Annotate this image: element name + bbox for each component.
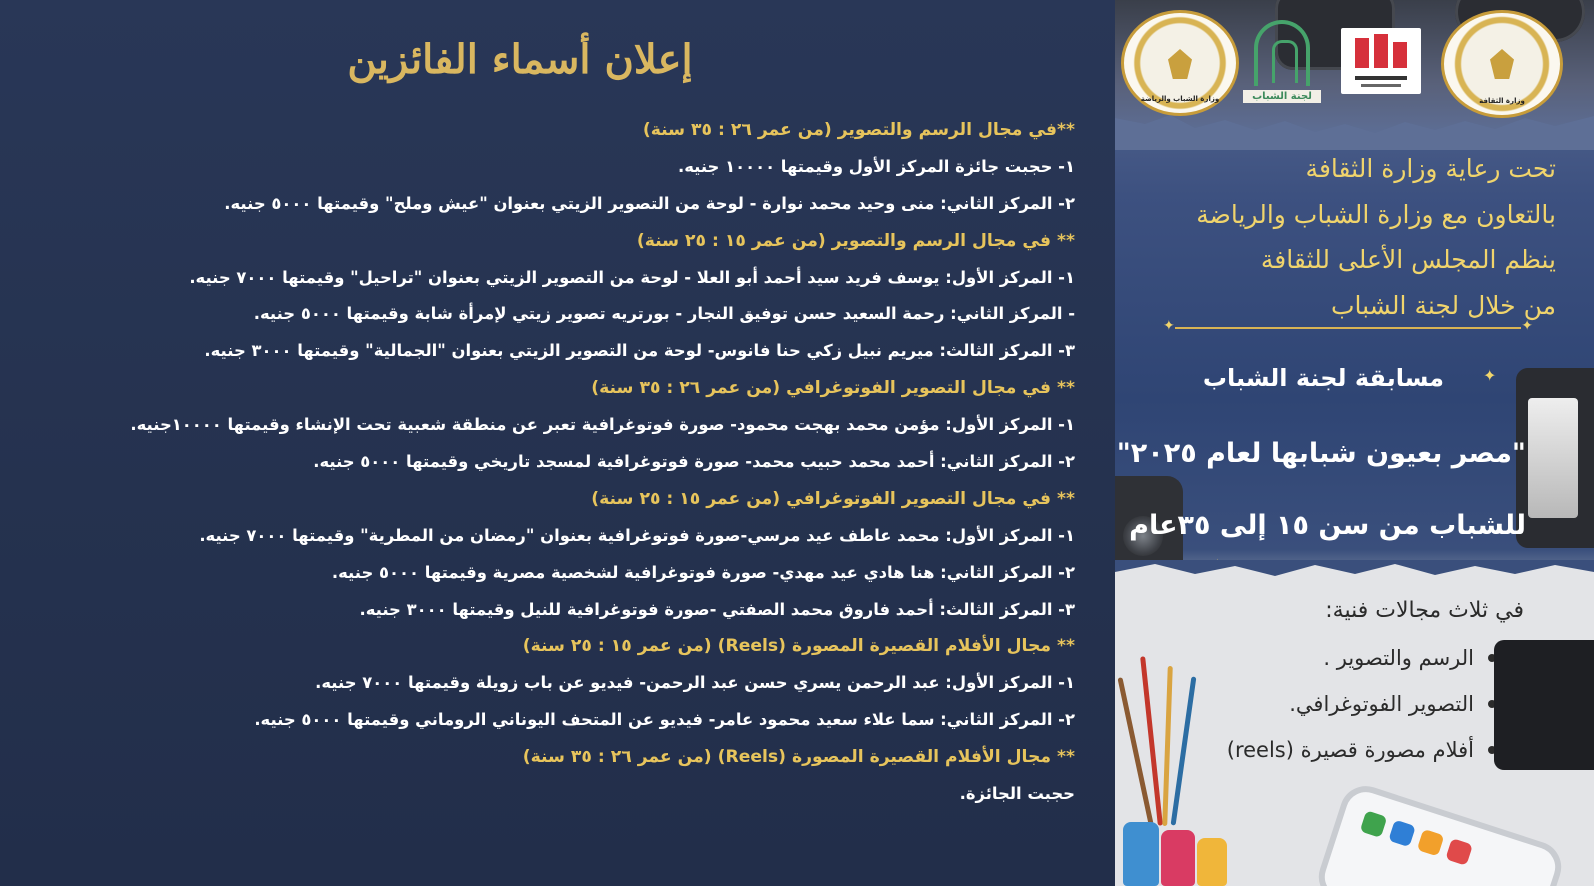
event-logo-mark [1341, 28, 1421, 94]
winner-entry: ٢- المركز الثاني: هنا هادي عيد مهدي- صورة فوتوغرافية لشخصية مصرية وقيمتها ٥٠٠٠ جنيه. [331, 562, 1075, 582]
winner-entry: ١- حجبت جائزة المركز الأول وقيمتها ١٠٠٠٠ جنيه. [677, 156, 1075, 176]
youth-ministry-logo [1121, 10, 1239, 116]
star-icon: ✦ [1521, 318, 1533, 334]
competition-title: مسابقة لجنة الشباب [1202, 364, 1444, 392]
winner-entry: ١- المركز الأول: محمد عاطف عيد مرسي-صورة فوتوغرافية بعنوان "رمضان من المطرية" وقيمتها ٧٠٠٠ جنيه. [199, 525, 1075, 545]
category-heading: ** في مجال التصوير الفوتوغرافي (من عمر ١٥ : ٢٥ سنة) [591, 488, 1075, 509]
gold-divider [1163, 318, 1533, 334]
sponsor-statement [1136, 146, 1556, 328]
category-heading: ** في مجال التصوير الفوتوغرافي (من عمر ٢٦ : ٣٥ سنة) [591, 378, 1075, 399]
paper-torn-edge [1115, 560, 1594, 590]
winner-entry: ٢- المركز الثاني: أحمد محمد حبيب محمد- صورة فوتوغرافية لمسجد تاريخي وقيمتها ٥٠٠٠ جنيه. [313, 452, 1075, 472]
category-heading: ** في مجال الرسم والتصوير (من عمر ١٥ : ٢٥ سنة) [636, 230, 1075, 251]
competition-slogan: "مصر بعيون شبابها لعام ٢٠٢٥" [1116, 438, 1526, 469]
divider-line [1175, 327, 1521, 329]
category-heading: ** مجال الأفلام القصيرة المصورة (Reels) (من عمر ١٥ : ٢٥ سنة) [522, 636, 1075, 657]
sponsor-line: من خلال لجنة الشباب [1330, 290, 1556, 320]
age-range: للشباب من سن ١٥ إلى ٣٥عام [1129, 510, 1526, 541]
culture-ministry-logo-text: وزارة الثقافة [1479, 97, 1525, 105]
winner-entry: ٢- المركز الثاني: منى وحيد محمد نوارة - لوحة من التصوير الزيتي بعنوان "عيش وملح" وقيمتها ٥٠٠٠ جنيه. [224, 193, 1075, 213]
paint-brushes-decoration [1115, 670, 1255, 886]
sparkle-icon: ✦ [1483, 366, 1497, 385]
field-item: أفلام مصورة قصيرة (reels) [1226, 738, 1474, 762]
sponsor-line: ينظم المجلس الأعلى للثقافة [1260, 245, 1556, 274]
winner-entry: - المركز الثاني: رحمة السعيد حسن توفيق النجار - بورتريه تصوير زيتي لإمرأة شابة وقيمتها ٥٠٠٠ جنيه. [253, 304, 1075, 324]
winner-entry: ٣- المركز الثالث: ميريم نبيل زكي حنا فانوس- لوحة من التصوير الزيتي بعنوان "الجمالية" وقيمتها ٣٠٠٠ جنيه. [204, 341, 1075, 361]
youth-ministry-logo-text: وزارة الشباب والرياضة [1140, 95, 1220, 103]
star-icon: ✦ [1163, 318, 1175, 334]
paint-pot-icon [1161, 830, 1195, 886]
announcement-title: إعلان أسماء الفائزين [347, 36, 693, 83]
category-heading: ** مجال الأفلام القصيرة المصورة (Reels) (من عمر ٢٦ : ٣٥ سنة) [522, 747, 1075, 768]
arch-emblem-icon [1254, 20, 1310, 86]
youth-committee-label: لجنة الشباب [1243, 90, 1321, 103]
video-camera-decoration [1494, 640, 1594, 770]
paint-pot-icon [1197, 838, 1227, 886]
competition-poster [1115, 0, 1594, 886]
paint-pot-icon [1123, 822, 1159, 886]
field-item: الرسم والتصوير . [1323, 646, 1474, 670]
winner-entry: ١- المركز الأول: عبد الرحمن يسري حسن عبد الرحمن- فيديو عن باب زويلة وقيمتها ٧٠٠٠ جنيه. [315, 673, 1075, 693]
culture-ministry-logo [1441, 10, 1563, 118]
sponsor-line: تحت رعاية وزارة الثقافة [1305, 154, 1556, 183]
sponsor-line: بالتعاون مع وزارة الشباب والرياضة [1196, 199, 1556, 229]
app-icon [1360, 810, 1388, 838]
winner-entry: ٣- المركز الثالث: أحمد فاروق محمد الصفتي -صورة فوتوغرافية للنيل وقيمتها ٣٠٠٠ جنيه. [359, 599, 1075, 619]
winners-list [0, 112, 1075, 813]
winner-entry: ١- المركز الأول: مؤمن محمد بهجت محمود- صورة فوتوغرافية تعبر عن منطقة شعبية تحت الإنشاء وقيمتها ١٠٠٠٠جنيه. [130, 415, 1075, 435]
flash-glass [1528, 398, 1578, 518]
brush-icon [1171, 676, 1197, 825]
eagle-emblem-icon [1168, 49, 1192, 79]
app-icon [1388, 820, 1416, 848]
winner-entry: حجبت الجائزة. [959, 784, 1075, 804]
field-item: التصوير الفوتوغرافي. [1289, 692, 1474, 716]
app-icon [1417, 829, 1445, 857]
studio-flash-decoration [1516, 368, 1594, 548]
fields-title: في ثلاث مجالات فنية: [1325, 598, 1524, 623]
brush-icon [1162, 666, 1173, 826]
app-icon [1445, 838, 1473, 866]
event-logo [1341, 28, 1421, 94]
supreme-council-logo [1243, 20, 1321, 120]
category-heading: **في مجال الرسم والتصوير (من عمر ٢٦ : ٣٥ سنة) [642, 120, 1075, 140]
winner-entry: ٢- المركز الثاني: سما علاء سعيد محمود عامر- فيديو عن المتحف اليوناني الروماني وقيمتها ٥٠٠٠ جنيه. [254, 710, 1075, 730]
eagle-emblem-icon [1490, 49, 1514, 79]
winner-entry: ١- المركز الأول: يوسف فريد سيد أحمد أبو العلا - لوحة من التصوير الزيتي بعنوان "تراحيل" وقيمتها ٧٠٠٠ جنيه. [189, 267, 1075, 287]
